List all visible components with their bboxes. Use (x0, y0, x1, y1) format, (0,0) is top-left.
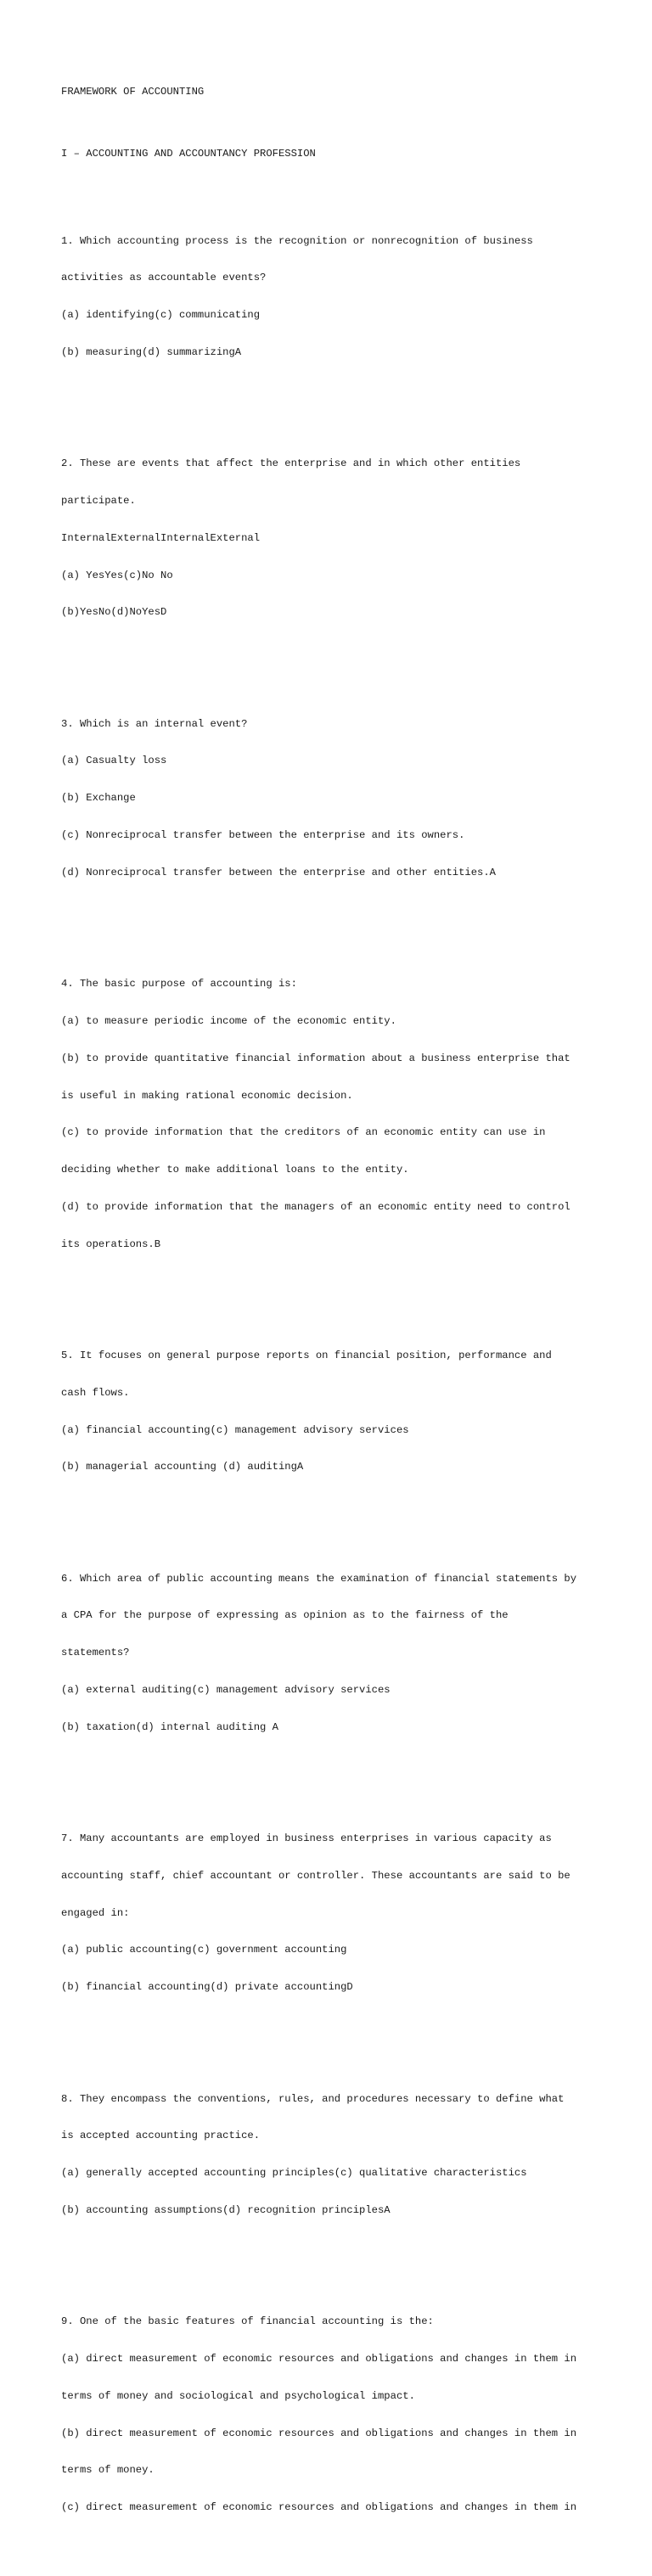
answer-option: terms of money and sociological and psychological impact. (61, 2389, 415, 2402)
question-line: 9. One of the basic features of financial accounting is the: (61, 2315, 434, 2328)
answer-option: (a) external auditing(c) management advisory services (61, 1684, 391, 1696)
question-line: statements? (61, 1647, 130, 1659)
question-line: accounting staff, chief accountant or controller. These accountants are said to be (61, 1869, 570, 1882)
question-line: 7. Many accountants are employed in business enterprises in various capacity as (61, 1832, 552, 1845)
answer-option: (c) Nonreciprocal transfer between the enterprise and its owners. (61, 829, 465, 842)
question-line: InternalExternalInternalExternal (61, 531, 261, 544)
answer-option: (b)YesNo(d)NoYesD (61, 606, 167, 619)
answer-option: (a) to measure periodic income of the economic entity. (61, 1014, 396, 1027)
question-line: 4. The basic purpose of accounting is: (61, 978, 297, 991)
question-line: a CPA for the purpose of expressing as opinion as to the fairness of the (61, 1609, 509, 1622)
question-line: activities as accountable events? (61, 272, 267, 284)
answer-option: its operations.B (61, 1237, 161, 1250)
answer-option: (d) to provide information that the managers of an economic entity need to control (61, 1200, 570, 1213)
question-line: engaged in: (61, 1906, 130, 1919)
question-line: is accepted accounting practice. (61, 2130, 261, 2142)
question-line: cash flows. (61, 1386, 130, 1399)
answer-option: (b) managerial accounting (d) auditingA (61, 1461, 304, 1473)
answer-option: is useful in making rational economic decision. (61, 1089, 353, 1102)
section-title: I – ACCOUNTING AND ACCOUNTANCY PROFESSION (61, 147, 316, 160)
answer-option: (b) accounting assumptions(d) recognition principlesA (61, 2203, 391, 2216)
answer-option: (b) Exchange (61, 792, 136, 805)
question-line: 5. It focuses on general purpose reports on financial position, performance and (61, 1349, 552, 1361)
answer-option: (c) direct measurement of economic resources and obligations and changes in them in (61, 2501, 577, 2514)
question-line: 1. Which accounting process is the recognition or nonrecognition of business (61, 234, 533, 247)
question-line: 2. These are events that affect the enterprise and in which other entities (61, 457, 521, 470)
document-title: FRAMEWORK OF ACCOUNTING (61, 86, 205, 98)
answer-option: (a) direct measurement of economic resources and obligations and changes in them in (61, 2353, 577, 2366)
answer-option: (a) YesYes(c)No No (61, 569, 173, 581)
question-6 (61, 1547, 604, 1758)
answer-option: (d) Nonreciprocal transfer between the enterprise and other entities.A (61, 866, 496, 878)
answer-option: (a) public accounting(c) government accounting (61, 1944, 347, 1956)
answer-option: (a) identifying(c) communicating (61, 309, 261, 322)
answer-option: (a) generally accepted accounting principles(c) qualitative characteristics (61, 2167, 527, 2180)
question-8 (61, 2068, 604, 2241)
answer-option: (a) financial accounting(c) management advisory services (61, 1423, 409, 1436)
question-9 (61, 2291, 604, 2539)
question-1 (61, 210, 604, 383)
answer-option: (b) taxation(d) internal auditing A (61, 1720, 278, 1733)
question-2 (61, 433, 604, 643)
question-line: 8. They encompass the conventions, rules, and procedures necessary to define what (61, 2092, 565, 2105)
answer-option: terms of money. (61, 2464, 155, 2477)
answer-option: (c) to provide information that the creditors of an economic entity can use in (61, 1126, 546, 1139)
document-body (61, 61, 604, 2576)
answer-option: (b) measuring(d) summarizingA (61, 345, 242, 358)
answer-option: (b) direct measurement of economic resources and obligations and changes in them in (61, 2427, 577, 2439)
question-7 (61, 1808, 604, 2018)
question-line: 6. Which area of public accounting means the examination of financial statements by (61, 1572, 577, 1585)
question-5 (61, 1325, 604, 1498)
question-line: 3. Which is an internal event? (61, 717, 248, 730)
question-3 (61, 693, 604, 904)
question-line: participate. (61, 495, 136, 507)
answer-option: (a) Casualty loss (61, 755, 167, 767)
answer-option: (b) financial accounting(d) private accountingD (61, 1981, 353, 1994)
answer-option: (b) to provide quantitative financial information about a business enterprise that (61, 1052, 570, 1064)
question-4 (61, 953, 604, 1275)
answer-option: deciding whether to make additional loans to the entity. (61, 1164, 409, 1176)
